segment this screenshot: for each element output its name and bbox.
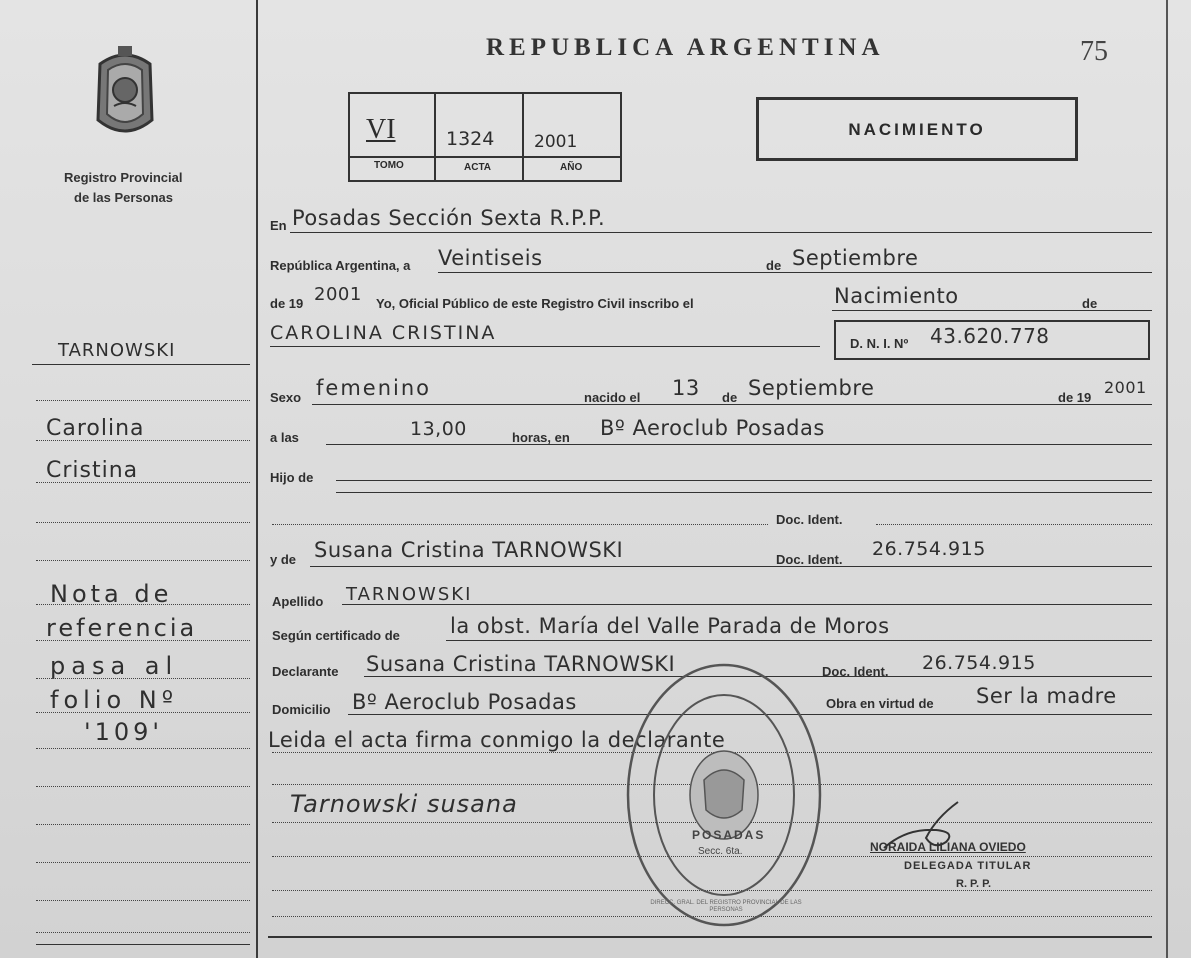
- domicilio-value: Bº Aeroclub Posadas: [352, 690, 577, 714]
- left-name2: Cristina: [46, 458, 139, 483]
- left-dotline: [36, 522, 250, 523]
- record-id-box: [348, 92, 622, 182]
- birth-year: 2001: [1104, 378, 1147, 397]
- stamp-sub-text: Secc. 6ta.: [698, 846, 743, 857]
- dni-box: [834, 320, 1150, 360]
- registry-title-line1: Registro Provincial: [64, 170, 183, 185]
- left-surname-line: [32, 364, 250, 365]
- oficial-text: Yo, Oficial Público de este Registro Civil inscribo el: [376, 296, 694, 311]
- tomo-label: TOMO: [374, 160, 404, 171]
- declarante-signature: Tarnowski susana: [290, 790, 518, 818]
- birth-de19-label: de 19: [1058, 390, 1092, 405]
- official-org: R. P. P.: [956, 878, 992, 890]
- month-value: Septiembre: [792, 246, 919, 270]
- declarante-label: Declarante: [272, 664, 339, 679]
- left-dotline: [36, 862, 250, 863]
- form-bottom-line: [268, 936, 1152, 938]
- left-note5: '109': [84, 718, 164, 746]
- form-line: [310, 566, 1152, 567]
- republica-label: República Argentina, a: [270, 258, 411, 273]
- official-title: DELEGADA TITULAR: [904, 860, 1032, 872]
- left-dotline: [36, 900, 250, 901]
- left-dotline: [36, 786, 250, 787]
- mother-value: Susana Cristina TARNOWSKI: [314, 538, 624, 562]
- official-name: NORAIDA LILIANA OVIEDO: [870, 840, 1026, 854]
- left-note1: Nota de: [50, 580, 173, 608]
- form-line: [342, 604, 1152, 605]
- left-note2: referencia: [46, 614, 198, 642]
- de-month-label: de: [766, 258, 782, 273]
- acta-label: ACTA: [464, 162, 492, 173]
- form-line: [832, 310, 1152, 311]
- de-end-label: de: [1082, 296, 1098, 311]
- left-dotline: [36, 400, 250, 401]
- hijo-label: Hijo de: [270, 470, 314, 485]
- form-dotline: [876, 524, 1152, 525]
- country-title: REPUBLICA ARGENTINA: [486, 34, 885, 61]
- provincial-emblem-icon: [90, 42, 160, 146]
- form-line: [336, 492, 1152, 493]
- obra-value: Ser la madre: [976, 684, 1117, 708]
- leida-value: Leida el acta firma conmigo la declarante: [268, 728, 726, 752]
- form-dotline: [272, 524, 768, 525]
- official-stamp-icon: [624, 660, 824, 930]
- record-type-label: NACIMIENTO: [848, 120, 986, 139]
- hour-value: 13,00: [410, 418, 467, 440]
- left-dotline: [36, 560, 250, 561]
- left-dotline: [36, 824, 250, 825]
- left-column-border: [256, 0, 258, 958]
- horas-label: horas, en: [512, 430, 570, 445]
- apellido-value: TARNOWSKI: [346, 584, 473, 605]
- doc-ident-label-father: Doc. Ident.: [776, 512, 843, 527]
- en-value: Posadas Sección Sexta R.P.P.: [292, 206, 606, 230]
- stamp-center-text: POSADAS: [692, 828, 766, 842]
- anio-label: AÑO: [560, 162, 583, 173]
- yde-label: y de: [270, 552, 297, 567]
- de19-label: de 19: [270, 296, 304, 311]
- tomo-value: VI: [366, 114, 396, 145]
- right-frame-border: [1166, 0, 1168, 958]
- year-value: 2001: [314, 284, 362, 305]
- en-label: En: [270, 218, 287, 233]
- left-bottom-line: [36, 944, 250, 945]
- form-line: [312, 404, 1152, 405]
- birth-de-label: de: [722, 390, 738, 405]
- left-dotline: [36, 604, 250, 605]
- form-line: [270, 346, 820, 347]
- acta-value: 1324: [446, 128, 495, 150]
- apellido-label: Apellido: [272, 594, 324, 609]
- mother-doc: 26.754.915: [872, 538, 986, 560]
- dni-value: 43.620.778: [930, 324, 1050, 348]
- domicilio-label: Domicilio: [272, 702, 331, 717]
- birth-day: 13: [672, 376, 700, 400]
- act-value: Nacimiento: [834, 284, 959, 308]
- record-type-box: [756, 97, 1078, 161]
- page-number: 75: [1080, 36, 1108, 67]
- dni-label: D. N. I. Nº: [850, 336, 909, 351]
- left-note3: pasa al: [50, 652, 179, 680]
- left-name1: Carolina: [46, 416, 145, 441]
- form-line: [290, 232, 1152, 233]
- birth-month: Septiembre: [748, 376, 875, 400]
- nacido-label: nacido el: [584, 390, 641, 405]
- form-line: [446, 640, 1152, 641]
- left-dotline: [36, 712, 250, 713]
- segun-value: la obst. María del Valle Parada de Moros: [450, 614, 890, 638]
- alas-label: a las: [270, 430, 299, 445]
- place-value: Bº Aeroclub Posadas: [600, 416, 825, 440]
- declarante-doc: 26.754.915: [922, 652, 1036, 674]
- stamp-ring-text: DIRECC. GRAL. DEL REGISTRO PROVINCIAL DE LAS PERSONAS: [650, 900, 802, 913]
- obra-label: Obra en virtud de: [826, 696, 934, 711]
- segun-label: Según certificado de: [272, 628, 400, 643]
- sexo-label: Sexo: [270, 390, 302, 405]
- left-dotline: [36, 678, 250, 679]
- sexo-value: femenino: [316, 376, 431, 400]
- left-dotline: [36, 640, 250, 641]
- form-line: [438, 272, 1152, 273]
- person-name: CAROLINA CRISTINA: [270, 322, 497, 344]
- left-surname: TARNOWSKI: [58, 340, 176, 361]
- anio-value: 2001: [534, 132, 578, 152]
- doc-ident-label-declarante: Doc. Ident.: [822, 664, 889, 679]
- registry-title-line2: de las Personas: [74, 190, 173, 205]
- day-value: Veintiseis: [438, 246, 543, 270]
- form-line: [326, 444, 1152, 445]
- left-note4: folio Nº: [50, 686, 179, 714]
- form-line: [336, 480, 1152, 481]
- left-dotline: [36, 932, 250, 933]
- doc-ident-label-mother: Doc. Ident.: [776, 552, 843, 567]
- left-dotline: [36, 440, 250, 441]
- left-dotline: [36, 482, 250, 483]
- declarante-value: Susana Cristina TARNOWSKI: [366, 652, 676, 676]
- left-dotline: [36, 748, 250, 749]
